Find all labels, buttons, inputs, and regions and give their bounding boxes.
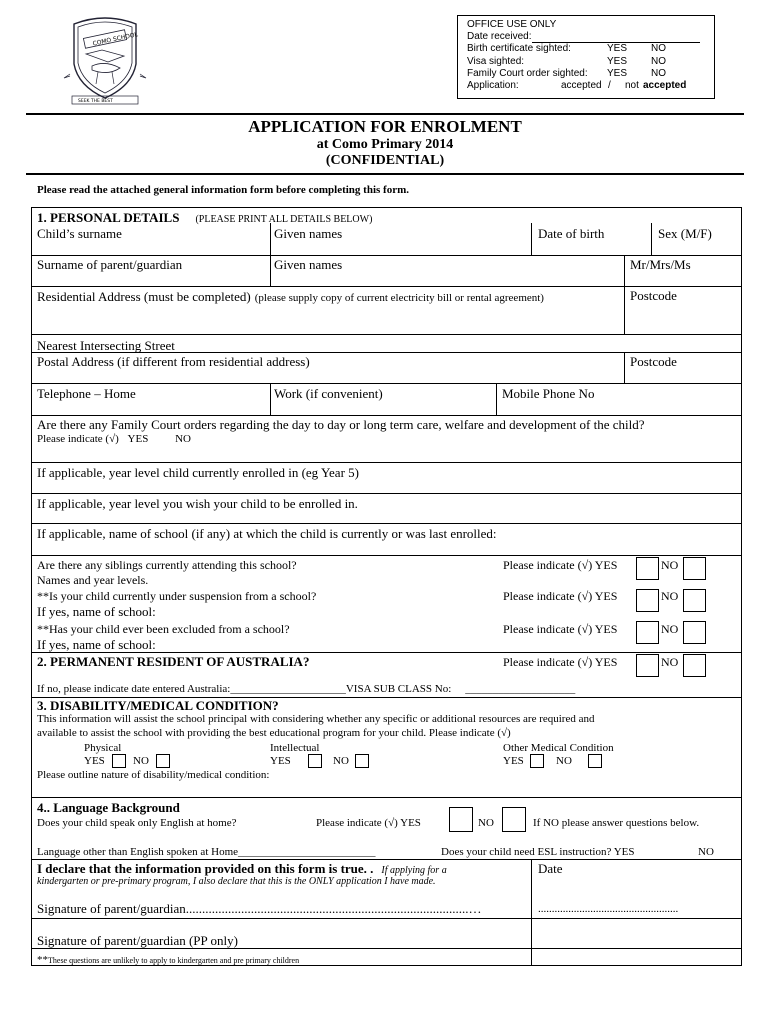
office-row-birth: Birth certificate sighted: YES NO xyxy=(467,43,666,55)
svg-text:SEEK THE BEST: SEEK THE BEST xyxy=(78,99,113,104)
date-field[interactable]: ................................................... xyxy=(538,903,679,915)
date-of-birth-field[interactable]: Date of birth xyxy=(538,226,605,241)
physical-yes-checkbox[interactable] xyxy=(112,754,126,768)
other-no-checkbox[interactable] xyxy=(588,754,602,768)
previous-school-field[interactable]: If applicable, name of school (if any) at which the child is currently or was last enrolled: xyxy=(37,526,497,541)
office-title: OFFICE USE ONLY xyxy=(467,19,557,30)
siblings-indicate: Please indicate (√) YES xyxy=(503,558,618,572)
suspension-school-field[interactable]: If yes, name of school: xyxy=(37,604,156,619)
other-language-field[interactable]: Language other than English spoken at Home_________________________ xyxy=(37,846,376,858)
title-field[interactable]: Mr/Mrs/Ms xyxy=(630,257,691,272)
telephone-home-field[interactable]: Telephone – Home xyxy=(37,386,136,401)
svg-text:COMO SCHOOL: COMO SCHOOL xyxy=(92,31,139,48)
siblings-question: Are there any siblings currently attending this school? xyxy=(37,558,297,572)
esl-no-label[interactable]: NO xyxy=(698,846,714,858)
physical-no-checkbox[interactable] xyxy=(156,754,170,768)
excluded-yes-checkbox[interactable] xyxy=(636,621,659,644)
section1-note: (PLEASE PRINT ALL DETAILS BELOW) xyxy=(195,214,373,225)
postal-postcode-field[interactable]: Postcode xyxy=(630,354,677,369)
intellectual-yes-label: YES xyxy=(270,755,291,767)
resident-indicate: Please indicate (√) YES xyxy=(503,655,618,669)
resident-no-checkbox[interactable] xyxy=(683,654,706,677)
instruction-text: Please read the attached general information form before completing this form. xyxy=(37,184,409,196)
disability-info-line1: This information will assist the school principal with considering whether any specific or additional resources are required and xyxy=(37,713,595,725)
work-phone-field[interactable]: Work (if convenient) xyxy=(274,386,383,401)
section3-heading: 3. DISABILITY/MEDICAL CONDITION? xyxy=(37,698,279,713)
signature-pp-field[interactable]: Signature of parent/guardian (PP only) xyxy=(37,933,238,948)
siblings-yes-checkbox[interactable] xyxy=(636,557,659,580)
footnote: **These questions are unlikely to apply to kindergarten and pre primary children xyxy=(37,954,300,966)
suspension-no-label: NO xyxy=(661,589,679,603)
declaration-date-label: Date xyxy=(538,861,563,876)
siblings-no-checkbox[interactable] xyxy=(683,557,706,580)
excluded-indicate: Please indicate (√) YES xyxy=(503,622,618,636)
other-yes-checkbox[interactable] xyxy=(530,754,544,768)
childs-surname-field[interactable]: Child’s surname xyxy=(37,226,122,241)
if-no-note: If NO please answer questions below. xyxy=(533,817,700,829)
declaration-text: I declare that the information provided on this form is true. . If applying for a xyxy=(37,861,447,876)
office-row-application: Application: accepted / not accepted xyxy=(467,79,687,91)
sex-field[interactable]: Sex (M/F) xyxy=(658,226,712,241)
postal-address-field[interactable]: Postal Address (if different from residential address) xyxy=(37,354,310,369)
intellectual-label: Intellectual xyxy=(270,742,320,754)
physical-no-label: NO xyxy=(133,755,149,767)
physical-yes-label: YES xyxy=(84,755,105,767)
mobile-phone-field[interactable]: Mobile Phone No xyxy=(502,386,595,401)
suspension-indicate: Please indicate (√) YES xyxy=(503,589,618,603)
other-yes-label: YES xyxy=(503,755,524,767)
given-names-field[interactable]: Given names xyxy=(274,226,343,241)
intellectual-no-label: NO xyxy=(333,755,349,767)
other-medical-label: Other Medical Condition xyxy=(503,742,614,754)
confidential-label: (CONFIDENTIAL) xyxy=(325,153,445,168)
section2-heading: 2. PERMANENT RESIDENT OF AUSTRALIA? xyxy=(37,654,310,669)
office-use-box xyxy=(457,15,715,99)
only-english-question: Does your child speak only English at home? xyxy=(37,817,237,829)
year-current-field[interactable]: If applicable, year level child currently enrolled in (eg Year 5) xyxy=(37,465,359,480)
disability-outline-field[interactable]: Please outline nature of disability/medical condition: xyxy=(37,769,270,781)
intellectual-yes-checkbox[interactable] xyxy=(308,754,322,768)
form-subtitle: at Como Primary 2014 xyxy=(316,137,454,152)
family-court-indicate[interactable]: Please indicate (√) YES NO xyxy=(37,433,191,445)
excluded-no-checkbox[interactable] xyxy=(683,621,706,644)
english-indicate: Please indicate (√) YES xyxy=(316,817,421,829)
english-yes-checkbox[interactable] xyxy=(449,807,473,832)
parent-surname-field[interactable]: Surname of parent/guardian xyxy=(37,257,183,272)
siblings-no-label: NO xyxy=(661,558,679,572)
date-received-label: Date received: xyxy=(467,31,532,43)
date-entered-field[interactable]: If no, please indicate date entered Australia:_____________________VISA SUB CLASS No: ____________________ xyxy=(37,683,576,695)
esl-question[interactable]: Does your child need ESL instruction? YES xyxy=(441,846,635,858)
form-title: APPLICATION FOR ENROLMENT xyxy=(248,117,522,136)
declaration-note: kindergarten or pre-primary program, I also declare that this is the ONLY application I have made. xyxy=(37,876,436,887)
siblings-names-field[interactable]: Names and year levels. xyxy=(37,573,149,587)
resident-no-label: NO xyxy=(661,655,679,669)
excluded-school-field[interactable]: If yes, name of school: xyxy=(37,637,156,652)
year-wish-field[interactable]: If applicable, year level you wish your child to be enrolled in. xyxy=(37,496,358,511)
excluded-question: **Has your child ever been excluded from a school? xyxy=(37,622,290,636)
suspension-no-checkbox[interactable] xyxy=(683,589,706,612)
school-crest-icon xyxy=(62,14,148,108)
office-row-visa: Visa sighted: YES NO xyxy=(467,55,666,67)
physical-label: Physical xyxy=(84,742,122,754)
residential-address-field[interactable]: Residential Address (must be completed) (please supply copy of current electricity bill or rental agreement) xyxy=(37,289,544,304)
excluded-no-label: NO xyxy=(661,622,679,636)
other-no-label: NO xyxy=(556,755,572,767)
postcode-field[interactable]: Postcode xyxy=(630,288,677,303)
intersecting-street-field[interactable]: Nearest Intersecting Street xyxy=(37,338,175,353)
section4-heading: 4.. Language Background xyxy=(37,800,180,815)
office-row-court: Family Court order sighted: YES NO xyxy=(467,67,666,79)
resident-yes-checkbox[interactable] xyxy=(636,654,659,677)
school-logo xyxy=(62,14,148,108)
parent-given-names-field[interactable]: Given names xyxy=(274,257,343,272)
signature-field[interactable]: Signature of parent/guardian.......................................................................................… xyxy=(37,901,482,916)
section1-heading: 1. PERSONAL DETAILS xyxy=(37,210,180,225)
suspension-question: **Is your child currently under suspension from a school? xyxy=(37,589,317,603)
english-no-label: NO xyxy=(478,817,494,829)
family-court-question: Are there any Family Court orders regarding the day to day or long term care, welfare and development of the child? xyxy=(37,417,645,432)
english-no-checkbox[interactable] xyxy=(502,807,526,832)
suspension-yes-checkbox[interactable] xyxy=(636,589,659,612)
intellectual-no-checkbox[interactable] xyxy=(355,754,369,768)
disability-info-line2: available to assist the school with providing the best educational program for your child. Please indicate (√) xyxy=(37,727,511,739)
